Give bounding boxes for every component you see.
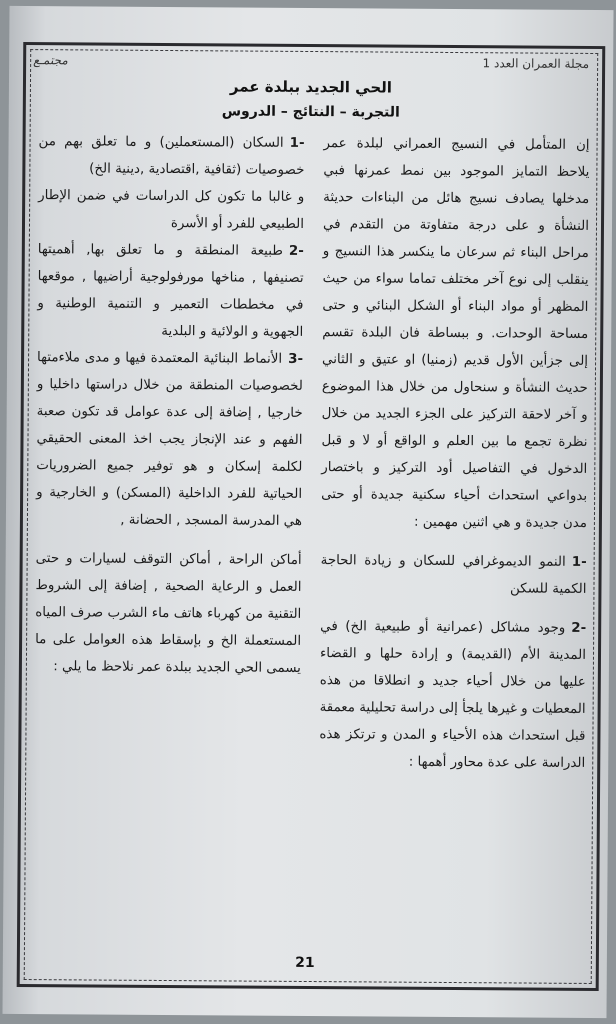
item-text: السكان (المستعملين) و ما تعلق بهم من خصوصيات (ثقافية ,اقتصادية ,دينية الخ) xyxy=(38,134,305,178)
item-number: -3 xyxy=(288,351,304,367)
item-number: -2 xyxy=(571,620,587,636)
paragraph-intro: إن المتأمل في النسيج العمراني لبلدة عمر يلاحظ التمايز الموجود بين نمط عمرنها فبي مدخلها يصادف نسيج هائل من البناءات حديثة النشأة و على درجة متفاوتة من التقدم في مراحل البناء ثم سرعان ما ينكسر هذا النسيج و ينقلب إلى نوع آخر مختلف تماما سواء من حيث المظهر أو مواد البناء أو الشكل البنائي و حتى مساحة الوحدات. و ببساطة فان البلدة تقسم إلى جزأين الأول قديم (زمنيا) او عتيق و الثاني حديث النشأة و سنحاول من خلال هذا الموضوع و آخر لاحقة التركيز على الجزء الجديد من خلال نظرة تجمع ما بين العلم و الواقع أو لا و قبل الدخول في التفاصيل أود التركيز و باختصار بدواعي استحداث أحياء سكنية جديدة أو حتى مدن جديدة و هي اثنين مهمين : xyxy=(321,136,590,531)
page-number: 21 xyxy=(295,954,315,972)
paragraph-axis-3 xyxy=(36,344,303,535)
section-name: مجتمـع xyxy=(33,53,68,68)
left-column xyxy=(35,128,305,682)
running-header xyxy=(33,50,589,74)
paragraph-axis-1 xyxy=(38,128,304,184)
journal-name: مجلة العمران العدد 1 xyxy=(482,56,590,71)
item-number: -2 xyxy=(288,243,304,259)
item-number: -1 xyxy=(289,135,305,151)
item-number: -1 xyxy=(571,554,587,570)
right-column xyxy=(319,130,589,777)
item-text: الأنماط البنائية المعتمدة فيها و مدى ملاءمتها لخصوصيات المنطقة من خلال دراستها داخليا و خارجيا , إضافة إلى عدة عوامل قد تكون صعبة الفهم و عند الإنجاز يجب اخذ المعنى الحقيقي لكلمة إسكان و هو توفير جميع الضروريات الحياتية للفرد الداخلية (المسكن) و الخارجية و هي المدرسة المسجد , الحضانة , xyxy=(36,350,303,529)
page-sheet xyxy=(2,6,613,1018)
article-title: الحي الجديد ببلدة عمر xyxy=(229,77,393,97)
item-text: وجود مشاكل (عمرانية أو طبيعية الخ) في المدينة الأم (القديمة) و إرادة حلها و القضاء عليها من خلال أحياء جديد و انطلاقا من هذه المعطيات و غيرها يلجأ إلى دراسة تحليلية معمقة قبل استحداث هذه الأحياء و المدن و ترتكز هذه الدراسة على عدة محاور أهمها : xyxy=(319,619,587,771)
item-text: النمو الديموغرافي للسكان و زيادة الحاجة الكمية للسكن xyxy=(320,553,587,597)
paragraph-note: و غالبا ما تكون كل الدراسات في ضمن الإطار الطبيعي للفرد أو الأسرة xyxy=(38,188,305,232)
paragraph-reason-2 xyxy=(319,613,586,777)
paragraph-continuation: أماكن الراحة , أماكن التوقف لسيارات و حتى العمل و الرعاية الصحية , إضافة إلى الشروط التقنية من كهرباء هاتف ماء الشرب صرف المياه المستعملة الخ و بإسقاط هذه العوامل على ما يسمى الحي الجديد ببلدة عمر نلاحظ ما يلي : xyxy=(35,551,302,676)
item-text: طبيعة المنطقة و ما تعلق بها, أهميتها تصنيفها , مناخها مورفولوجية أراضيها , موقعها في مخططات التعمير و التنمية الوطنية و الجهوية و الولائية و البلدية xyxy=(37,242,304,340)
paragraph-axis-2 xyxy=(37,236,304,346)
article-subtitle: التجربة – النتائج – الدروس xyxy=(221,103,400,121)
paragraph-reason-1 xyxy=(320,547,586,603)
